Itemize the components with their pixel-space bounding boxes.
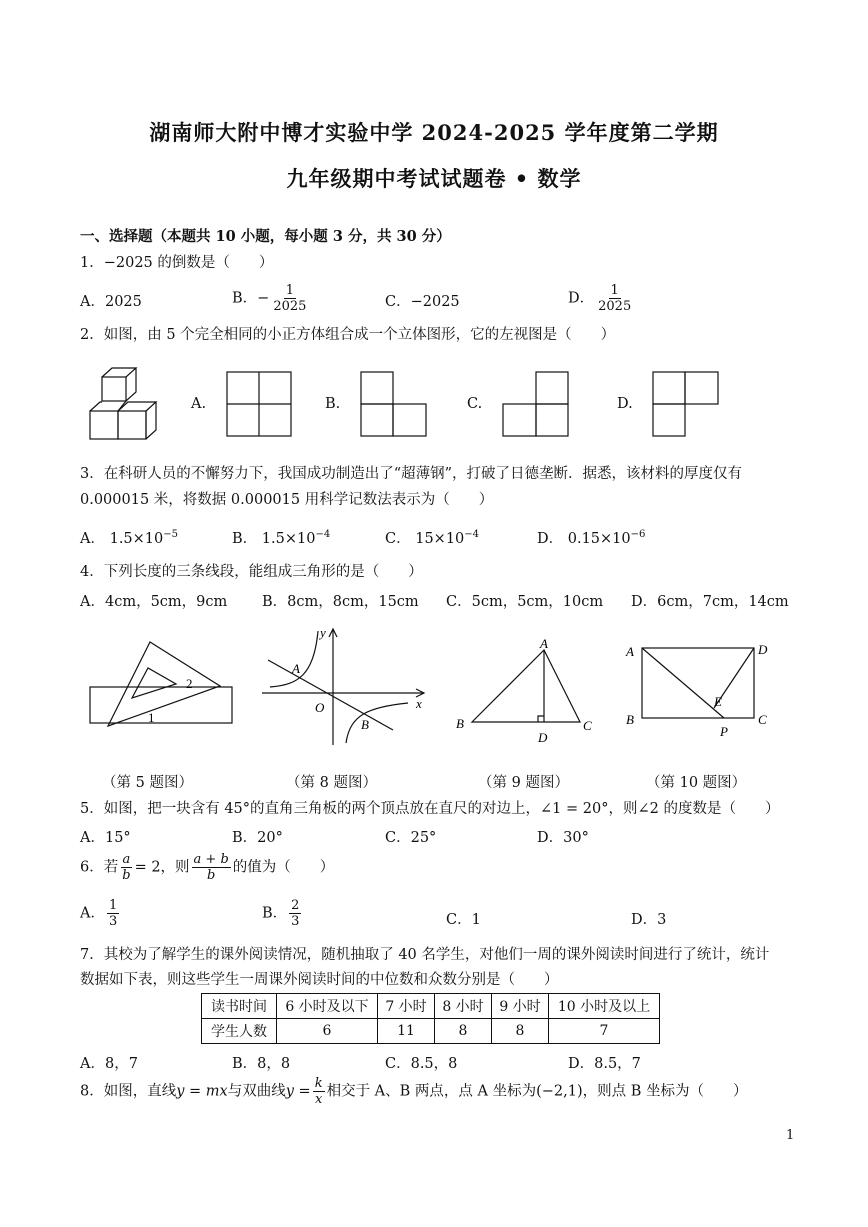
fig9-point-d-label: D <box>538 730 548 745</box>
fig5-caption: （第 5 题图） <box>102 775 193 791</box>
q1-option-a: A．2025 <box>80 294 142 310</box>
q5-stem: 5．如图，把一块含有 45°的直角三角板的两个顶点放在直尺的对边上，∠1 = 20°，则∠2 的度数是（ ） <box>80 801 780 817</box>
q6-frac1-den: b <box>122 868 131 883</box>
q6-option-b <box>262 898 303 929</box>
q4-option-b: B．8cm，8cm，15cm <box>262 594 419 610</box>
page-title: 湖南师大附中博才实验中学 2024-2025 学年度第二学期 <box>149 120 719 145</box>
q6-b-label: B． <box>262 905 288 922</box>
q1-option-b <box>232 283 310 314</box>
q7-reading-table <box>201 993 660 1044</box>
q5-option-d: D．30° <box>537 830 589 846</box>
q2-view-d <box>652 371 720 437</box>
q4-option-d: D．6cm，7cm，14cm <box>631 594 789 610</box>
fig5-angle1-label: 1 <box>148 710 155 725</box>
q2-view-b <box>360 371 428 437</box>
q8-line-equation: y = mx <box>176 1083 228 1100</box>
table-cell: 9 小时 <box>492 994 549 1019</box>
q4-option-c: C．5cm，5cm，10cm <box>446 594 604 610</box>
q1-option-d <box>568 283 635 314</box>
q1-d-den: 2025 <box>598 299 632 314</box>
q8-hyperbola-num: k <box>314 1076 323 1091</box>
table-row <box>202 1019 660 1044</box>
q6-option-d: D．3 <box>631 912 667 928</box>
q2-cube-figure <box>88 366 166 442</box>
q4-option-a: A．4cm，5cm，9cm <box>80 594 228 610</box>
fig10-rectangle <box>622 638 774 743</box>
q3-b-label: B． <box>232 531 258 547</box>
q5-option-b: B．20° <box>232 830 283 846</box>
table-cell: 读书时间 <box>202 994 277 1019</box>
q2-view-a <box>226 371 292 437</box>
table-cell: 6 小时及以下 <box>277 994 378 1019</box>
table-row <box>202 994 660 1019</box>
q3-c-label: C． <box>385 531 411 547</box>
q6-stem-suffix: 的值为（ ） <box>232 859 335 876</box>
fig8-point-b-label: B <box>361 717 369 732</box>
q6-option-a <box>80 898 121 929</box>
q3-option-c <box>385 527 479 548</box>
table-cell: 10 小时及以上 <box>549 994 660 1019</box>
q8-stem-mid2: 相交于 A、B 两点，点 A 坐标为 <box>326 1083 537 1100</box>
fig8-hyperbola-graph <box>258 625 428 750</box>
q7-option-c: C．8.5，8 <box>385 1056 458 1072</box>
q2-option-a: A. <box>191 396 207 412</box>
q1-option-c: C．−2025 <box>385 294 460 310</box>
q3-c-exp: −4 <box>464 529 480 541</box>
q3-c-value: 15×10 <box>415 531 465 547</box>
q6-b-den: 3 <box>291 914 300 929</box>
q2-view-c <box>502 371 570 437</box>
q3-d-exp: −6 <box>630 529 646 541</box>
fig10-point-d-label: D <box>758 642 768 657</box>
q2-option-b: B. <box>325 396 341 412</box>
q3-b-exp: −4 <box>315 529 331 541</box>
q8-stem <box>80 1076 748 1107</box>
fig10-point-a-label: A <box>626 644 634 659</box>
q6-stem-prefix: 6．若 <box>80 859 119 876</box>
q8-point-a-coord: (−2,1) <box>536 1083 583 1100</box>
q8-hyperbola-lhs: y = <box>285 1083 311 1100</box>
q3-stem-line1: 3．在科研人员的不懈努力下，我国成功制造出了“超薄钢”，打破了日德垄断．据悉，该材料的厚度仅有 <box>80 466 743 482</box>
q6-frac2-den: b <box>207 868 216 883</box>
q1-stem: 1．−2025 的倒数是（ ） <box>80 255 274 271</box>
q7-stem-line1: 7．其校为了解学生的课外阅读情况，随机抽取了 40 名学生，对他们一周的课外阅读时间进行了统计，统计 <box>80 947 770 963</box>
q7-stem-line2: 数据如下表，则这些学生一周课外阅读时间的中位数和众数分别是（ ） <box>80 972 559 988</box>
q7-option-a: A．8，7 <box>80 1056 138 1072</box>
table-cell: 7 <box>549 1019 660 1044</box>
section-heading: 一、选择题（本题共 10 小题，每小题 3 分，共 30 分） <box>80 228 451 245</box>
q3-a-exp: −5 <box>163 529 179 541</box>
fig8-y-label: y <box>320 625 326 640</box>
q6-b-num: 2 <box>291 898 300 913</box>
q8-stem-suffix: ，则点 B 坐标为（ ） <box>582 1083 748 1100</box>
q5-option-c: C．25° <box>385 830 437 846</box>
q6-a-label: A． <box>80 905 105 922</box>
fig8-point-a-label: A <box>292 661 300 676</box>
q6-option-c: C．1 <box>446 912 481 928</box>
fig8-origin-label: O <box>315 700 325 715</box>
q6-stem-mid: = 2，则 <box>134 859 190 876</box>
q7-option-d: D．8.5，7 <box>568 1056 641 1072</box>
q3-option-b <box>232 527 330 548</box>
fig8-caption: （第 8 题图） <box>286 775 377 791</box>
q1-option-d-prefix: D． <box>568 290 595 307</box>
q2-stem: 2．如图，由 5 个完全相同的小正方体组合成一个立体图形，它的左视图是（ ） <box>80 327 616 343</box>
page-number: 1 <box>786 1128 795 1143</box>
fig10-point-b-label: B <box>626 712 634 727</box>
q6-frac1-num: a <box>122 852 131 867</box>
fig9-triangle <box>452 634 602 749</box>
fig10-caption: （第 10 题图） <box>646 775 747 791</box>
q7-option-b: B．8，8 <box>232 1056 291 1072</box>
table-cell: 8 小时 <box>435 994 492 1019</box>
q6-stem <box>80 852 334 883</box>
table-cell: 8 <box>492 1019 549 1044</box>
q8-stem-mid1: 与双曲线 <box>227 1083 286 1100</box>
page-subtitle: 九年级期中考试试题卷 • 数学 <box>286 166 582 191</box>
table-cell: 学生人数 <box>202 1019 277 1044</box>
fig10-point-e-label: E <box>714 694 722 709</box>
q1-b-den: 2025 <box>273 299 307 314</box>
table-cell: 6 <box>277 1019 378 1044</box>
table-cell: 8 <box>435 1019 492 1044</box>
fig9-point-a-label: A <box>540 636 548 651</box>
q3-b-value: 1.5×10 <box>261 531 316 547</box>
q3-a-label: A． <box>80 531 105 547</box>
fig9-point-b-label: B <box>456 716 464 731</box>
q6-a-den: 3 <box>108 914 118 929</box>
fig5-ruler-triangle <box>86 640 236 730</box>
q3-stem-line2: 0.000015 米，将数据 0.000015 用科学记数法表示为（ ） <box>80 492 494 508</box>
table-cell: 7 小时 <box>378 994 435 1019</box>
q3-option-a <box>80 527 178 548</box>
fig10-point-c-label: C <box>758 712 767 727</box>
q5-option-a: A．15° <box>80 830 131 846</box>
fig8-x-label: x <box>416 696 422 711</box>
q8-hyperbola-den: x <box>314 1092 323 1107</box>
q4-stem: 4．下列长度的三条线段，能组成三角形的是（ ） <box>80 564 423 580</box>
q2-option-c: C. <box>467 396 483 412</box>
fig5-angle2-label: 2 <box>186 676 193 691</box>
table-cell: 11 <box>378 1019 435 1044</box>
q3-option-d <box>537 527 645 548</box>
fig10-point-p-label: P <box>720 724 728 739</box>
q3-d-label: D． <box>537 531 564 547</box>
q1-option-b-prefix: B．− <box>232 290 270 307</box>
q6-frac2-num: a + b <box>193 852 229 867</box>
fig9-caption: （第 9 题图） <box>478 775 569 791</box>
q2-option-d: D. <box>617 396 633 412</box>
q1-d-num: 1 <box>610 283 619 298</box>
fig9-point-c-label: C <box>583 718 592 733</box>
q6-a-num: 1 <box>108 898 118 913</box>
q3-d-value: 0.15×10 <box>567 531 631 547</box>
q3-a-value: 1.5×10 <box>109 531 164 547</box>
q8-stem-prefix: 8．如图，直线 <box>80 1083 177 1100</box>
q1-b-num: 1 <box>285 283 294 298</box>
